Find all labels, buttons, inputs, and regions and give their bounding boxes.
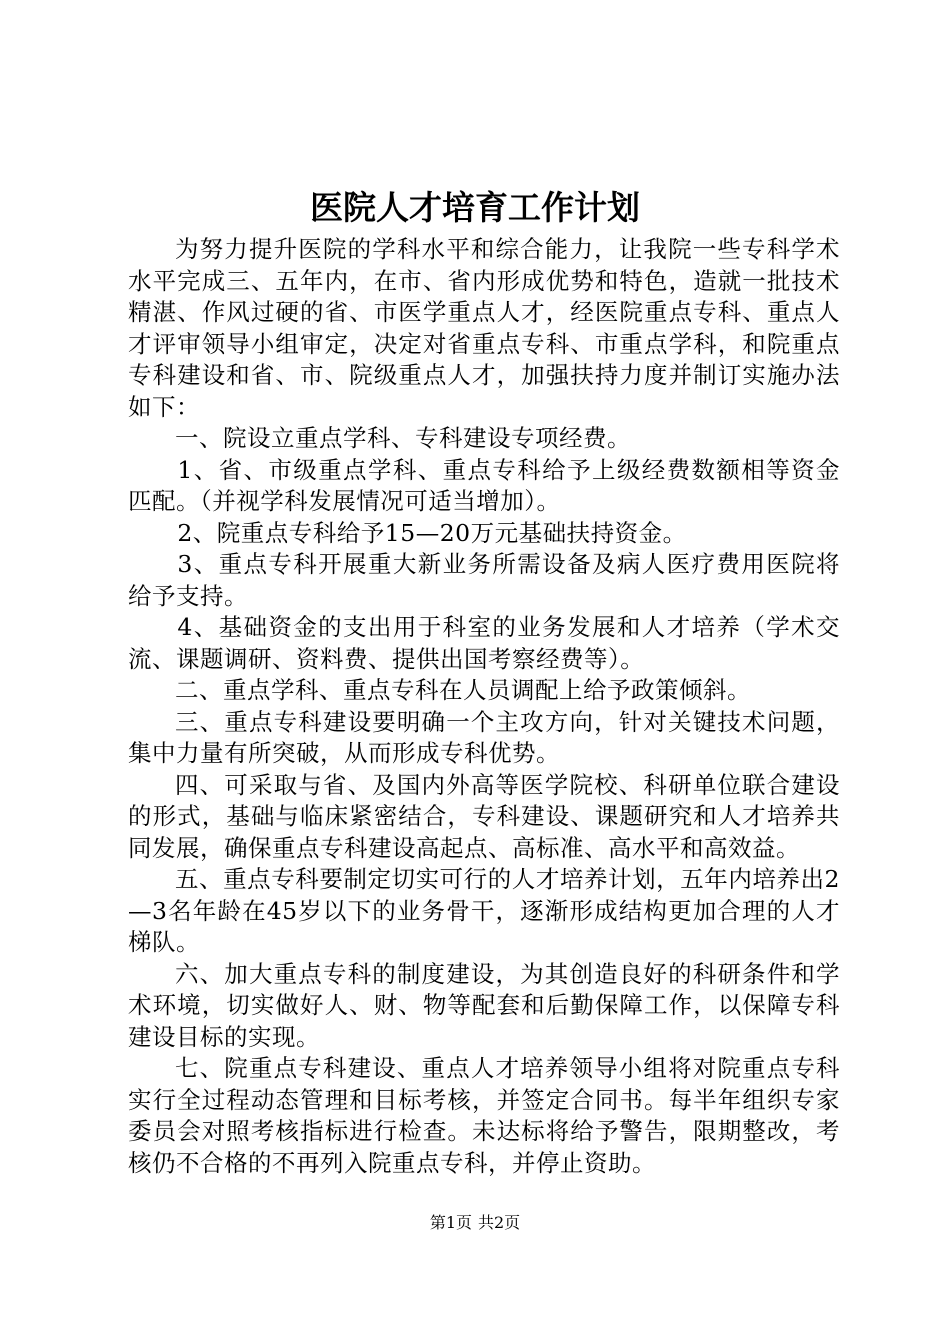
paragraph-section-6: 六、加大重点专科的制度建设，为其创造良好的科研条件和学术环境，切实做好人、财、物等配套和后勤保障工作，以保障专科建设目标的实现。 bbox=[128, 959, 840, 1051]
paragraph-item-1: 1、省、市级重点学科、重点专科给予上级经费数额相等资金匹配。（并视学科发展情况可适当增加）。 bbox=[128, 455, 840, 515]
page-number-current: 第1页 bbox=[429, 1213, 472, 1232]
page-footer bbox=[0, 1212, 950, 1234]
paragraph-item-4: 4、基础资金的支出用于科室的业务发展和人才培养（学术交流、课题调研、资料费、提供出国考察经费等）。 bbox=[128, 613, 840, 673]
paragraph-section-5: 五、重点专科要制定切实可行的人才培养计划，五年内培养出2—3名年龄在45岁以下的业务骨干，逐渐形成结构更加合理的人才梯队。 bbox=[128, 865, 840, 956]
paragraph-section-2: 二、重点学科、重点专科在人员调配上给予政策倾斜。 bbox=[175, 676, 751, 704]
page-number-total: 共2页 bbox=[478, 1213, 521, 1232]
paragraph-item-3: 3、重点专科开展重大新业务所需设备及病人医疗费用医院将给予支持。 bbox=[128, 550, 840, 610]
paragraph-section-7: 七、院重点专科建设、重点人才培养领导小组将对院重点专科实行全过程动态管理和目标考核，并签定合同书。每半年组织专家委员会对照考核指标进行检查。未达标将给予警告，限期整改，考核仍不合格的不再列入院重点专科，并停止资助。 bbox=[128, 1054, 840, 1177]
document-body bbox=[128, 234, 840, 1179]
paragraph-section-1: 一、院设立重点学科、专科建设专项经费。 bbox=[175, 424, 631, 452]
paragraph-intro: 为努力提升医院的学科水平和综合能力，让我院一些专科学术水平完成三、五年内，在市、省内形成优势和特色，造就一批技术精湛、作风过硬的省、市医学重点人才，经医院重点专科、重点人才评审领导小组审定，决定对省重点专科、市重点学科，和院重点专科建设和省、市、院级重点人才，加强扶持力度并制订实施办法如下： bbox=[128, 235, 840, 421]
paragraph-section-4: 四、可采取与省、及国内外高等医学院校、科研单位联合建设的形式，基础与临床紧密结合，专科建设、课题研究和人才培养共同发展，确保重点专科建设高起点、高标准、高水平和高效益。 bbox=[128, 770, 840, 862]
document-title: 医院人才培育工作计划 bbox=[310, 188, 640, 227]
paragraph-section-3: 三、重点专科建设要明确一个主攻方向，针对关键技术问题，集中力量有所突破，从而形成专科优势。 bbox=[128, 707, 840, 767]
paragraph-item-2: 2、院重点专科给予15—20万元基础扶持资金。 bbox=[177, 518, 687, 547]
